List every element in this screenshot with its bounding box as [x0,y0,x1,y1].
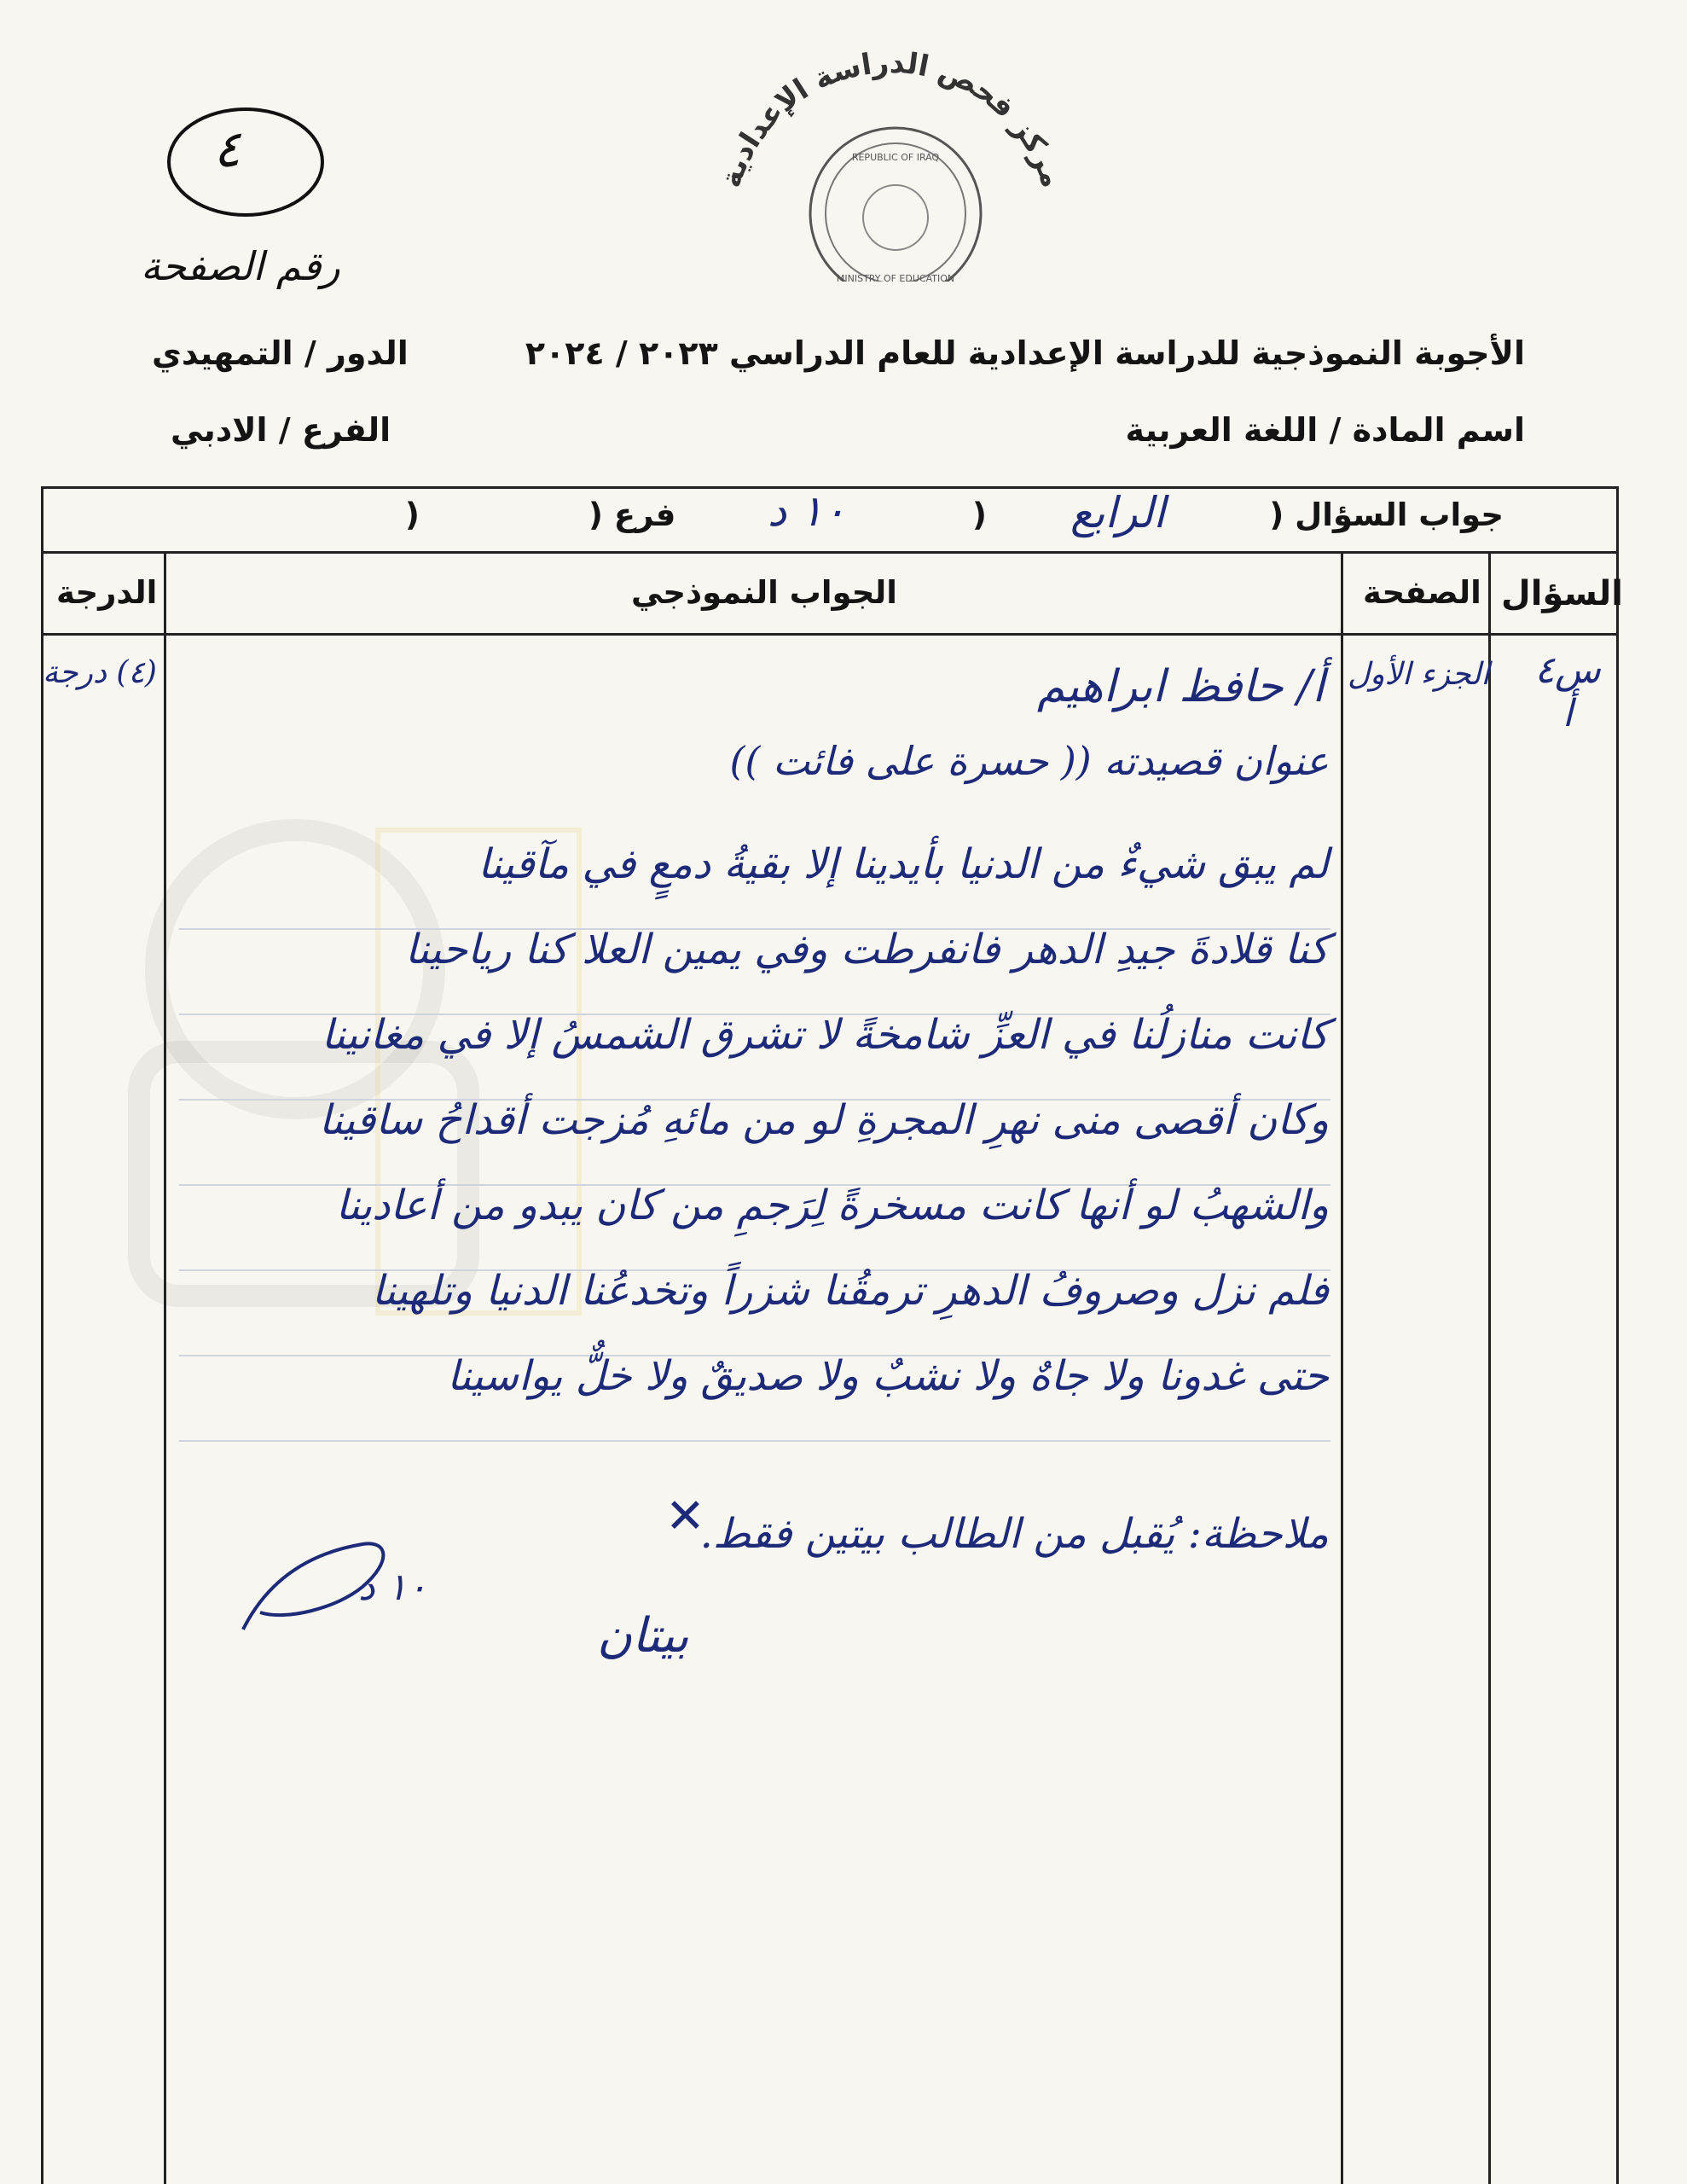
answer-bar-branch: فرع ( [588,497,676,533]
answer-note: ملاحظة: يُقبل من الطالب بيتين فقط. [699,1510,1329,1558]
verse-line: حتى غدونا ولا جاهٌ ولا نشبٌ ولا صديقٌ ولا خلٌّ يواسينا [447,1352,1329,1400]
official-stamp [699,34,1083,282]
x-mark: ✕ [665,1489,705,1544]
stamp-inner-bottom: MINISTRY OF EDUCATION [836,273,955,282]
subject-name: اسم المادة / اللغة العربية [1125,411,1525,449]
verse-line: كنا قلادةَ جيدِ الدهر فانفرطت وفي يمين العلا كنا رياحينا [404,926,1329,973]
answer-bar-question: الرابع [1070,488,1166,537]
verse-line: لم يبق شيءٌ من الدنيا بأيدينا إلا بقيةُ دمعٍ في مآقينا [478,840,1329,888]
answer-bar-close1: ) [972,497,987,533]
document-title: الأجوبة النموذجية للدراسة الإعدادية للعام الدراسي ٢٠٢٣ / ٢٠٢٤ [525,334,1525,372]
page-number-value: ٤ [213,119,241,179]
exam-round: الدور / التمهيدي [152,334,409,372]
col-answer: الجواب النموذجي [631,574,897,611]
page-number-circle [145,101,350,258]
page-number-label: رقم الصفحة [141,243,340,289]
answer-bar-marks: ١٠ د [768,486,846,536]
question-cell: س٤ أ [1534,648,1601,735]
col-grade: الدرجة [56,574,158,611]
grade-cell: (٤) درجة [43,655,157,690]
verse-line: فلم نزل وصروفُ الدهرِ ترمقُنا شزراً وتخدعُنا الدنيا وتلهينا [371,1267,1329,1315]
col-question: السؤال [1501,574,1623,613]
answer-line-poet: أ/ حافظ ابراهيم [1036,661,1325,712]
page-cell: الجزء الأول [1348,657,1490,692]
answer-line-title: عنوان قصيدته (( حسرة على فائت )) [729,738,1329,784]
col-page: الصفحة [1363,574,1481,611]
branch-name: الفرع / الادبي [171,411,391,449]
verse-line: وكان أقصى منى نهرِ المجرةِ لو من مائهِ مُزجت أقداحُ ساقينا [318,1096,1329,1144]
answer-bar-close2: ) [405,497,420,533]
signature-left: ١٠ د [358,1565,427,1609]
verse-line: كانت منازلُنا في العزِّ شامخةً لا تشرق الشمسُ إلا في مغانينا [321,1011,1329,1059]
answer-bar-prefix: جواب السؤال ( [1269,497,1504,533]
verse-line: والشهبُ لو أنها كانت مسخرةً لِرَجمِ من كان يبدو من أعادينا [335,1182,1329,1229]
stamp-arc-text: مركز فحص الدراسة الإعدادية [713,45,1070,192]
signature-main: بيتان [597,1608,689,1664]
stamp-inner-top: REPUBLIC OF IRAQ [851,152,940,163]
